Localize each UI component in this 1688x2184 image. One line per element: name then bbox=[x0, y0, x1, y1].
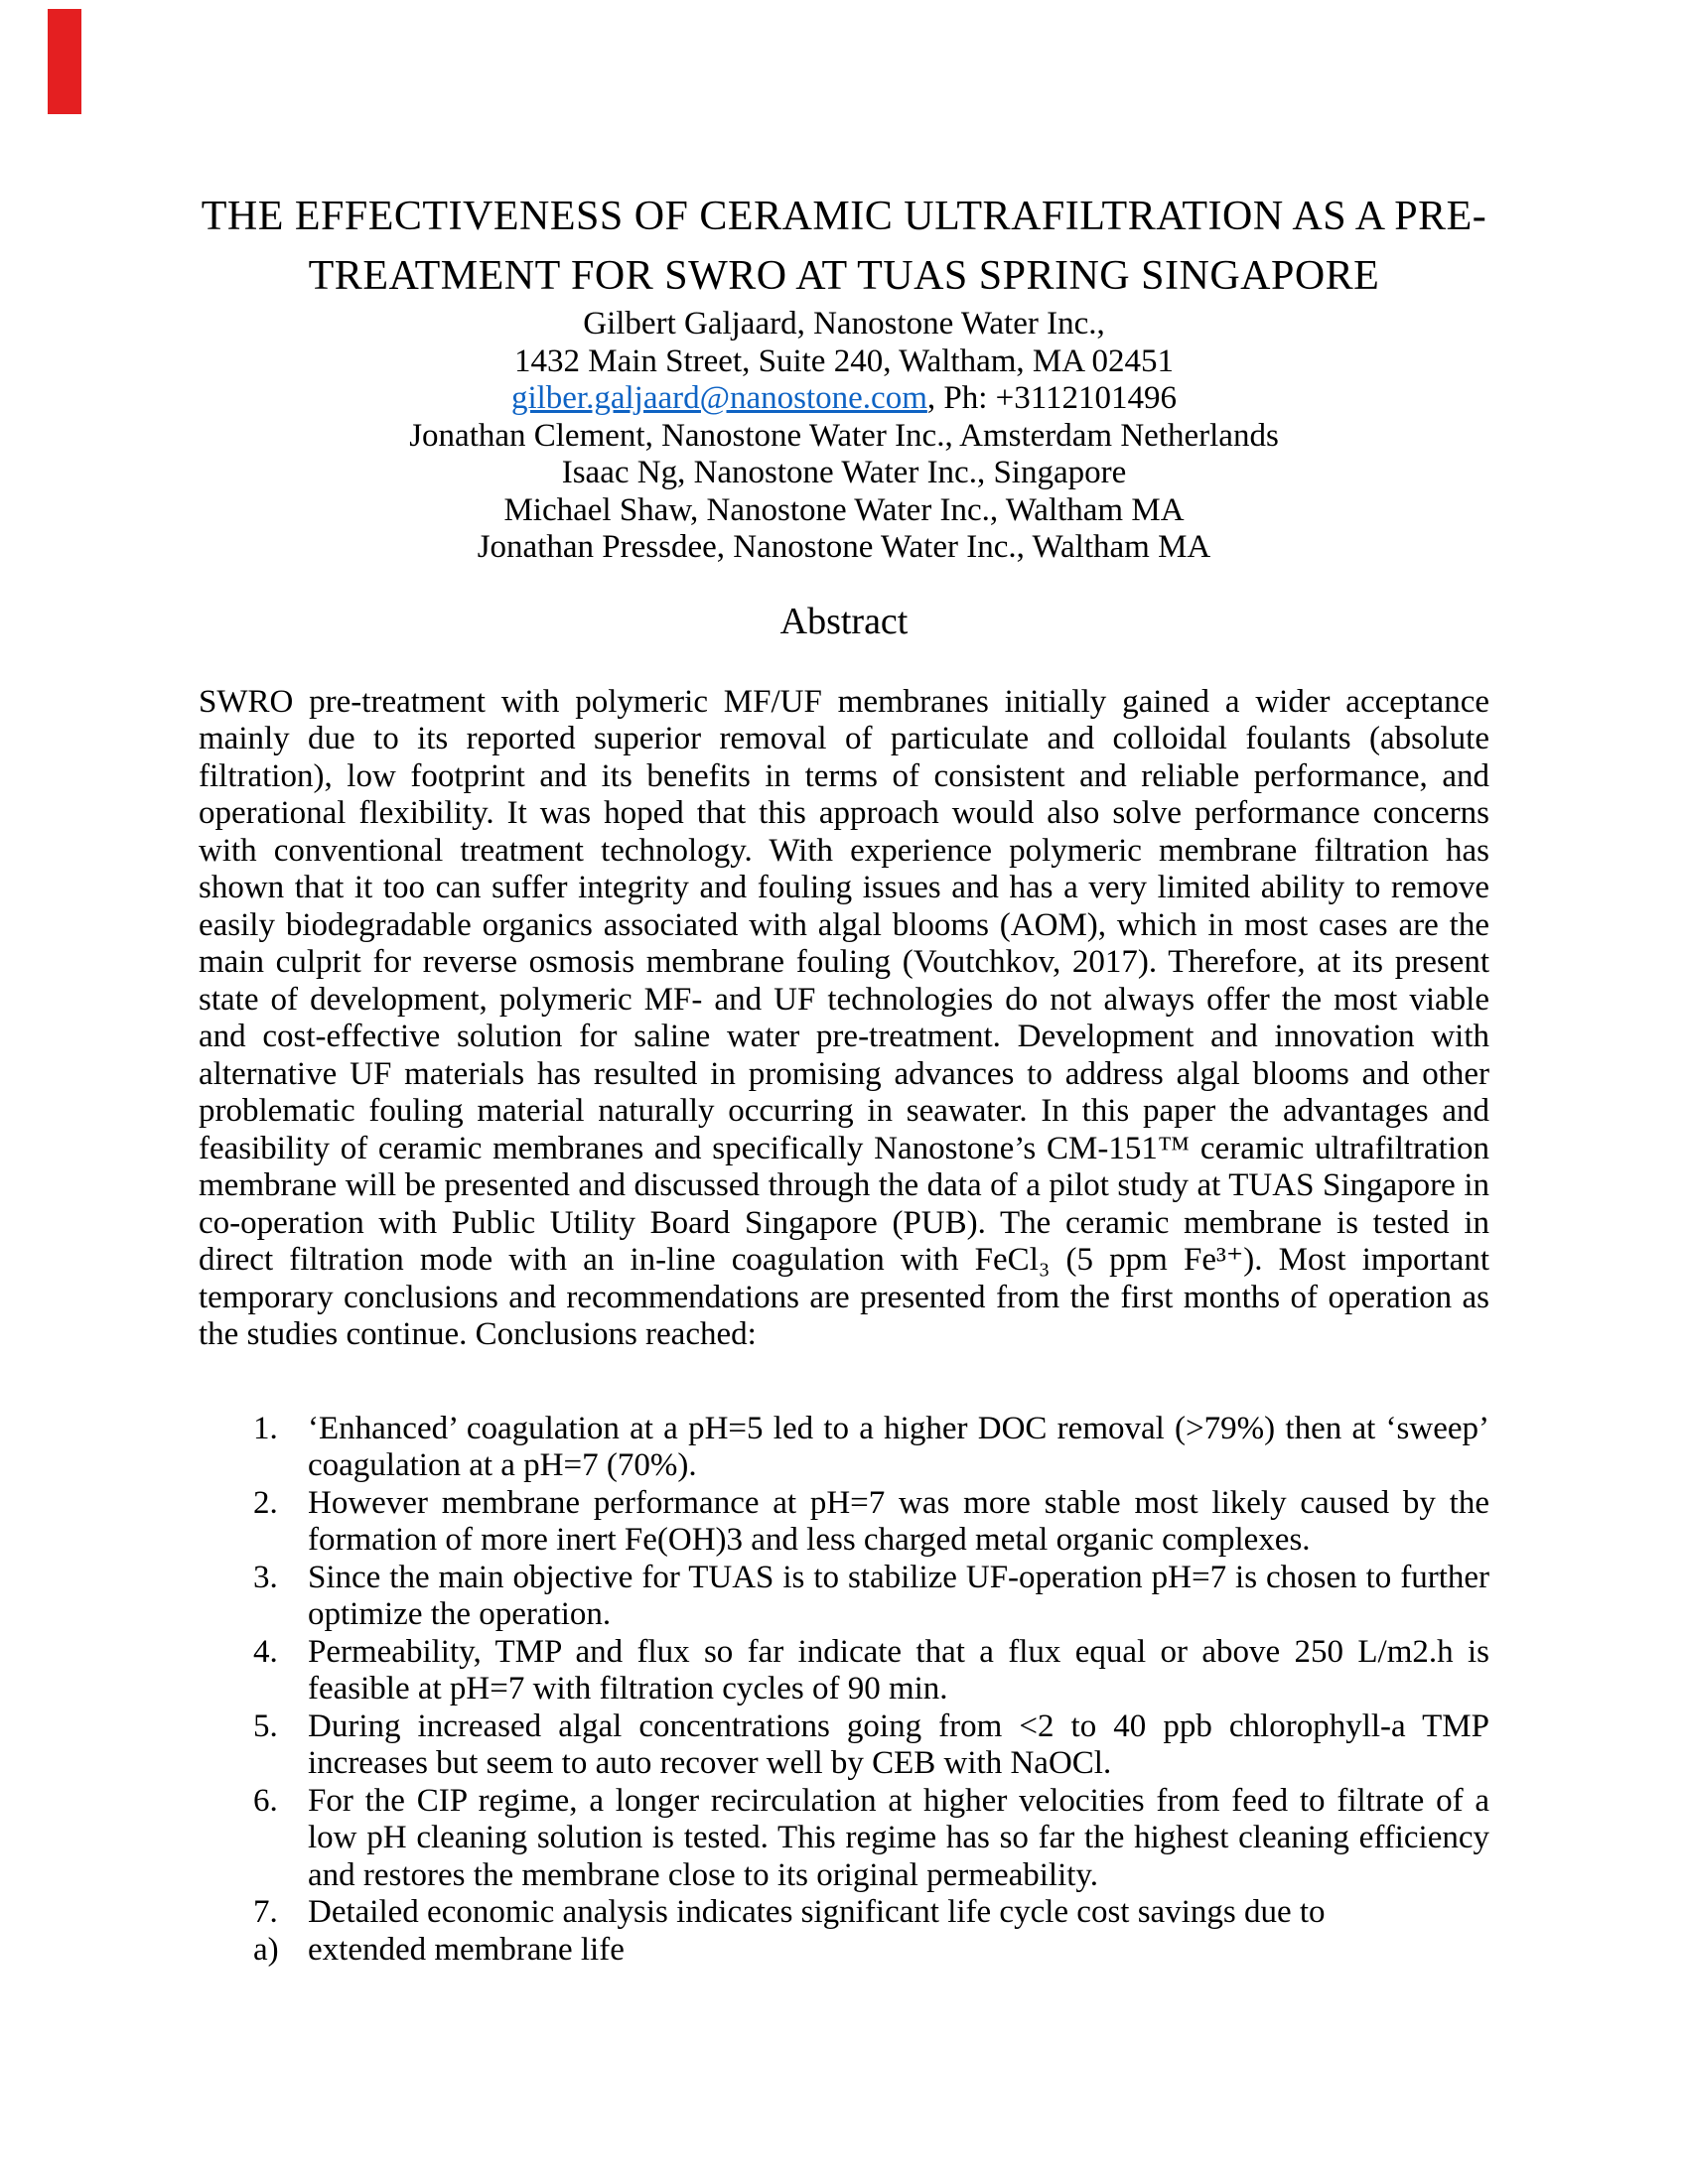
list-item-text: Permeability, TMP and flux so far indicate that a flux equal or above 250 L/m2.h is feasible at pH=7 with filtration cycles of 90 min. bbox=[308, 1633, 1489, 1706]
author-line-pressdee: Jonathan Pressdee, Nanostone Water Inc., Waltham MA bbox=[477, 529, 1211, 565]
author-line-clement: Jonathan Clement, Nanostone Water Inc., Amsterdam Netherlands bbox=[409, 417, 1279, 454]
list-item-number: 7. bbox=[253, 1894, 278, 1930]
list-item bbox=[253, 1560, 1489, 1634]
list-item-number: 1. bbox=[253, 1410, 278, 1446]
list-item-text: ‘Enhanced’ coagulation at a pH=5 led to a higher DOC removal (>79%) then at ‘sweep’ coagulation at a pH=7 (70%). bbox=[308, 1410, 1489, 1483]
list-item-text: For the CIP regime, a longer recirculation at higher velocities from feed to filtrate of a low pH cleaning solution is tested. This regime has so far the highest cleaning efficiency and restores the membrane close to its original permeability. bbox=[308, 1782, 1489, 1893]
author-line-name: Gilbert Galjaard, Nanostone Water Inc., bbox=[583, 306, 1105, 341]
list-item-number: 3. bbox=[253, 1559, 278, 1595]
page-content bbox=[0, 187, 1688, 1969]
list-item-number: 4. bbox=[253, 1633, 278, 1670]
red-annotation-mark bbox=[48, 9, 81, 114]
email-link[interactable]: gilber.galjaard@nanostone.com bbox=[510, 380, 927, 416]
list-item-text: Since the main objective for TUAS is to stabilize UF-operation pH=7 is chosen to further optimize the operation. bbox=[308, 1559, 1489, 1632]
list-item-number: a) bbox=[253, 1931, 279, 1968]
phone-text: , Ph: +3112101496 bbox=[926, 380, 1178, 416]
list-item bbox=[253, 1932, 1489, 1970]
author-line-contact bbox=[199, 380, 1489, 418]
paper-title-line-2: TREATMENT FOR SWRO AT TUAS SPRING SINGAPORE bbox=[308, 253, 1380, 299]
list-item-text: extended membrane life bbox=[308, 1931, 625, 1968]
list-item bbox=[253, 1783, 1489, 1895]
list-item-text: However membrane performance at pH=7 was more stable most likely caused by the formation of more inert Fe(OH)3 and less charged metal organic complexes. bbox=[308, 1484, 1489, 1558]
author-block bbox=[199, 306, 1489, 567]
list-item bbox=[253, 1411, 1489, 1485]
paper-title bbox=[199, 187, 1489, 306]
author-line-address: 1432 Main Street, Suite 240, Waltham, MA 02451 bbox=[513, 342, 1175, 379]
list-item bbox=[253, 1634, 1489, 1708]
author-line-shaw: Michael Shaw, Nanostone Water Inc., Waltham MA bbox=[503, 491, 1185, 528]
list-item bbox=[253, 1708, 1489, 1783]
list-item bbox=[253, 1894, 1489, 1932]
list-item bbox=[253, 1485, 1489, 1560]
author-line-ng: Isaac Ng, Nanostone Water Inc., Singapore bbox=[561, 455, 1127, 490]
list-item-text: During increased algal concentrations going from <2 to 40 ppb chlorophyll-a TMP increases but seem to auto recover well by CEB with NaOCl. bbox=[308, 1707, 1489, 1781]
list-item-text: Detailed economic analysis indicates significant life cycle cost savings due to bbox=[308, 1894, 1326, 1930]
list-item-number: 5. bbox=[253, 1707, 278, 1744]
list-item-number: 6. bbox=[253, 1782, 278, 1819]
paper-title-line-1: THE EFFECTIVENESS OF CERAMIC ULTRAFILTRATION AS A PRE- bbox=[201, 194, 1487, 239]
abstract-body: SWRO pre-treatment with polymeric MF/UF membranes initially gained a wider acceptance mainly due to its reported superior removal of particulate and colloidal foulants (absolute filtration), low footprint and its benefits in terms of consistent and reliable performance, and operational flexibility. It was hoped that this approach would also solve performance concerns with conventional treatment technology. With experience polymeric membrane filtration has shown that it too can suffer integrity and fouling issues and has a very limited ability to remove easily biodegradable organics associated with algal blooms (AOM), which in most cases are the main culprit for reverse osmosis membrane fouling (Voutchkov, 2017). Therefore, at its present state of development, polymeric MF- and UF technologies do not always offer the most viable and cost-effective solution for saline water pre-treatment. Development and innovation with alternative UF materials has resulted in promising advances to address algal blooms and other problematic fouling material naturally occurring in seawater. In this paper the advantages and feasibility of ceramic membranes and specifically Nanostone’s CM-151™ ceramic ultrafiltration membrane will be presented and discussed through the data of a pilot study at TUAS Singapore in co-operation with Public Utility Board Singapore (PUB). The ceramic membrane is tested in direct filtration mode with an in-line coagulation with FeCl₃ (5 ppm Fe³⁺). Most important temporary conclusions and recommendations are presented from the first months of operation as the studies continue. Conclusions reached: bbox=[199, 683, 1489, 1352]
conclusions-list bbox=[253, 1411, 1489, 1970]
list-item-number: 2. bbox=[253, 1484, 278, 1521]
abstract-heading: Abstract bbox=[779, 600, 909, 642]
